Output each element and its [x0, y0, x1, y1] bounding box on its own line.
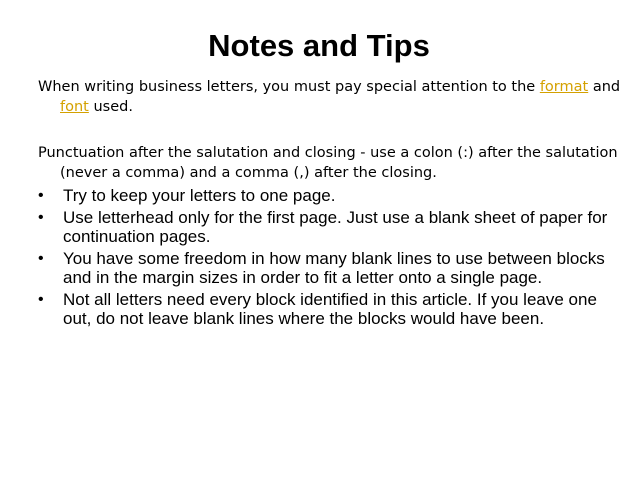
format-link[interactable]: format	[539, 79, 589, 95]
bullet-icon: •	[38, 187, 44, 204]
intro-paragraph	[38, 77, 630, 117]
bullet-icon: •	[38, 250, 44, 267]
bullet-icon: •	[38, 209, 44, 226]
bullet-icon: •	[38, 291, 44, 308]
slide-title: Notes and Tips	[208, 28, 430, 63]
list-item	[38, 290, 608, 328]
list-item-text: You have some freedom in how many blank lines to use between blocks and in the margin sizes in order to fit a letter onto a single page.	[63, 249, 605, 287]
list-item-text: Use letterhead only for the first page. Just use a blank sheet of paper for continuation pages.	[63, 208, 608, 246]
list-item-text: Not all letters need every block identified in this article. If you leave one out, do not leave blank lines where the blocks would have been.	[63, 290, 597, 328]
list-item	[38, 186, 608, 205]
intro-text-after: used.	[88, 99, 133, 115]
punctuation-paragraph: Punctuation after the salutation and closing - use a colon (:) after the salutation (never a comma) and a comma (,) after the closing.	[38, 145, 618, 181]
list-item	[38, 208, 608, 246]
tips-list	[38, 186, 608, 331]
list-item	[38, 249, 608, 287]
list-item-text: Try to keep your letters to one page.	[63, 186, 336, 205]
intro-text-before: When writing business letters, you must pay special attention to the	[38, 79, 540, 95]
intro-text-and: and	[588, 79, 621, 95]
font-link[interactable]: font	[60, 99, 89, 115]
